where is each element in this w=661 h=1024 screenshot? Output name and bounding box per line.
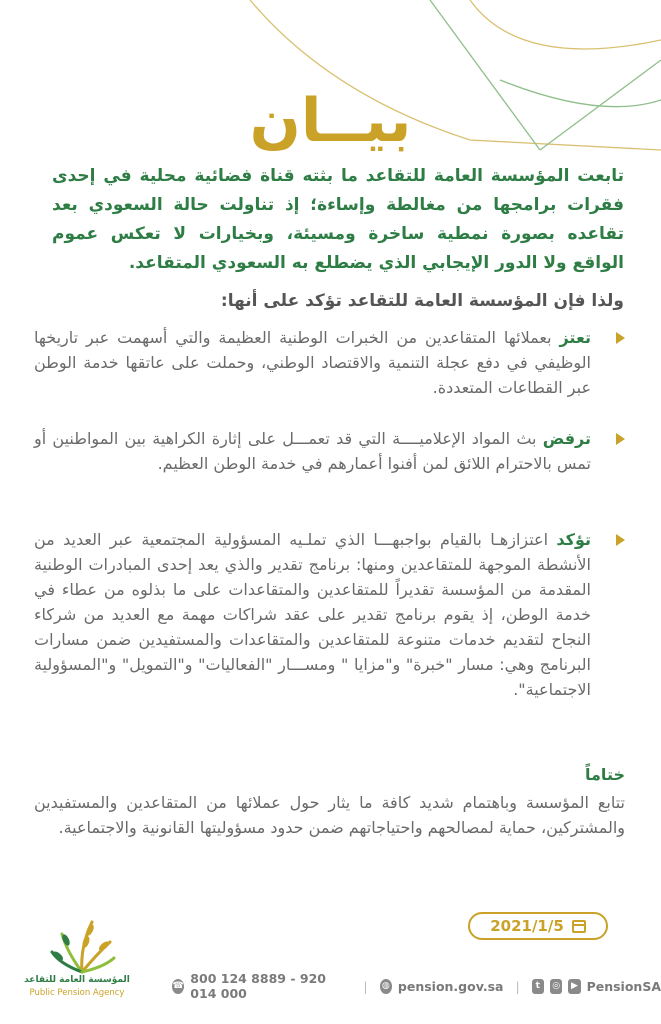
divider: | xyxy=(363,978,368,994)
point-reject xyxy=(34,426,591,476)
point-keyword: تعتز xyxy=(559,328,591,347)
bullet-icon xyxy=(616,534,625,546)
divider: | xyxy=(515,978,520,994)
twitter-icon[interactable]: t xyxy=(532,979,544,994)
youtube-icon[interactable]: ▶ xyxy=(568,979,580,994)
point-text: بعملائها المتقاعدين من الخبرات الوطنية العظيمة والتي أسهمت عبر تاريخها الوظيفي في دفع عجلة التنمية والاقتصاد الوطني، وحملت على عاتقها خدمة الوطن عبر القطاعات المتعددة. xyxy=(34,328,591,397)
date-badge xyxy=(468,912,608,940)
point-text: بث المواد الإعلاميــــة التي قد تعمـــل على إثارة الكراهية بين المواطنين أو تمس بالاحترام اللائق لمن أفنوا أعمارهم في خدمة الوطن العظيم. xyxy=(34,429,591,473)
closing-title: ختاماً xyxy=(585,765,625,784)
social-handle[interactable]: PensionSA xyxy=(586,978,661,994)
calendar-icon xyxy=(572,920,586,933)
website-link[interactable]: pension.gov.sa xyxy=(397,978,504,994)
lead-statement: ولذا فإن المؤسسة العامة للتقاعد تؤكد على أنها: xyxy=(220,291,624,311)
point-keyword: ترفض xyxy=(542,429,591,448)
point-pride xyxy=(34,325,591,400)
logo-name-ar: المؤسسة العامة للتقاعد xyxy=(24,975,130,985)
footer-contacts xyxy=(172,971,661,1001)
instagram-icon[interactable]: ◎ xyxy=(550,979,562,994)
closing-paragraph: تتابع المؤسسة وباهتمام شديد كافة ما يثار حول عملائها من المتقاعدين والمستفيدين والمشتركين، حماية لمصالحهم واحتياجاتهم ضمن حدود مسؤوليتها القانونية والاجتماعية. xyxy=(34,793,625,837)
point-keyword: تؤكد xyxy=(556,530,591,549)
globe-icon: ◍ xyxy=(380,979,392,994)
headset-icon: ☎ xyxy=(172,979,184,994)
logo-name-en: Public Pension Agency xyxy=(29,988,125,998)
bullet-icon xyxy=(616,433,625,445)
point-affirm xyxy=(34,527,591,702)
bullet-icon xyxy=(616,332,625,344)
page-title: بيــان xyxy=(249,86,412,156)
date-text: 2021/1/5 xyxy=(490,917,564,935)
intro-paragraph: تابعت المؤسسة العامة للتقاعد ما بثته قناة فضائية محلية في إحدى فقرات برامجها من مغالطة وإساءة؛ إذ تناولت حالة السعودي بعد تقاعده بصورة نمطية ساخرة ومسيئة، وبخيارات لا تعكس عموم الواقع ولا الدور الإيجابي الذي يضطلع به السعودي المتقاعد. xyxy=(52,166,624,273)
phone-numbers[interactable]: 800 124 8889 - 920 014 000 xyxy=(190,971,326,1001)
point-text: اعتزازهـا بالقيام بواجبهـــا الذي تملـيه المسؤولية المجتمعية عبر العديد من الأنشطة الموجهة للمتقاعدين ومنها: برنامج تقدير والذي يعد إحدى المبادرات الوطنية المقدمة من المؤسسة تقديراً للمتقاعدين والمتقاعدات على ما بذلوه من عطاء في خدمة الوطن، إذ يقوم برنامج تقدير على عقد شراكات مهمة مع العديد من شركاء النجاح لتقديم خدمات متنوعة للمتقاعدين والمتقاعدات والمستفيدين ضمن مسارات البرنامج وهي: مسار "خبرة" و"مزايا " ومســـار "الفعاليات" و"التمويل" و"المسؤولية الاجتماعية". xyxy=(34,530,591,699)
